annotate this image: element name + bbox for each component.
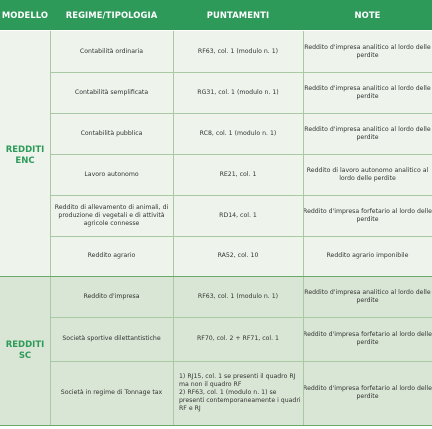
note-cell: Reddito d'impresa analitico al lordo delle perdite — [304, 84, 431, 100]
table-row — [50, 236, 432, 276]
row-divider — [50, 317, 432, 318]
table-row — [50, 195, 432, 236]
regime-cell: Contabilità pubblica — [80, 129, 143, 137]
regime-cell: Contabilità semplificata — [74, 88, 149, 96]
puntamenti-cell: 1) RJ15, col. 1 se presenti il quadro RJ ma non il quadro RF 2) RF63, col. 1 (modulo n. 1) se presenti contemporaneamente i quadri RF e RJ — [179, 373, 301, 412]
regime-cell: Contabilità ordinaria — [79, 47, 144, 55]
group-label-enc: REDDITI ENC — [5, 145, 45, 166]
column-divider — [50, 31, 51, 425]
column-divider — [303, 31, 304, 425]
regime-cell: Società in regime di Tonnage tax — [60, 389, 163, 396]
note-cell: Reddito d'impresa forfetario al lordo delle perdite — [303, 385, 432, 400]
row-divider — [50, 361, 432, 362]
puntamenti-cell: RF70, col. 2 + RF71, col. 1 — [196, 335, 279, 342]
group-redditi-sc — [0, 276, 432, 425]
row-divider — [50, 72, 432, 73]
note-cell: Reddito d'impresa analitico al lordo delle perdite — [304, 43, 431, 59]
note-cell: Reddito di lavoro autonomo analitico al lordo delle perdite — [306, 166, 429, 182]
table-row — [50, 113, 432, 154]
table-row — [50, 317, 432, 361]
note-cell: Reddito agrario imponibile — [326, 252, 409, 259]
regime-cell: Reddito agrario — [87, 252, 136, 259]
row-divider — [50, 113, 432, 114]
table-row — [50, 276, 432, 317]
note-cell: Reddito d'impresa forfetario al lordo delle perdite — [303, 207, 432, 223]
note-cell: Reddito d'impresa analitico al lordo delle perdite — [304, 125, 431, 141]
table-header — [0, 0, 432, 30]
header-modello: MODELLO — [1, 10, 49, 20]
regime-cell: Reddito d'impresa — [83, 292, 140, 300]
puntamenti-cell: RC8, col. 1 (modulo n. 1) — [199, 129, 277, 137]
group-divider — [0, 276, 432, 277]
note-cell: Reddito d'impresa analitico al lordo delle perdite — [304, 288, 431, 304]
puntamenti-cell: RG31, col. 1 (modulo n. 1) — [197, 88, 279, 96]
row-divider — [50, 195, 432, 196]
row-divider — [50, 154, 432, 155]
regime-cell: Società sportive dilettantistiche — [62, 335, 161, 342]
row-divider — [50, 236, 432, 237]
regime-cell: Reddito di allevamento di animali, di produzione di vegetali e di attività agricole connesse — [54, 203, 169, 227]
puntamenti-cell: RE21, col. 1 — [219, 170, 257, 178]
header-note: NOTE — [354, 10, 381, 20]
note-cell: Reddito d'impresa forfetario al lordo delle perdite — [303, 331, 432, 346]
puntamenti-cell: RF63, col. 1 (modulo n. 1) — [197, 292, 279, 300]
header-regime: REGIME/TIPOLOGIA — [65, 10, 158, 20]
group-label-sc: REDDITI SC — [5, 340, 45, 361]
header-puntamenti: PUNTAMENTI — [206, 10, 270, 20]
table-row — [50, 361, 432, 425]
table-row — [50, 72, 432, 113]
puntamenti-cell: RF63, col. 1 (modulo n. 1) — [197, 47, 279, 55]
table-bottom-border — [0, 425, 432, 426]
puntamenti-cell: RD14, col. 1 — [219, 211, 257, 219]
column-divider — [173, 31, 174, 425]
table-row — [50, 154, 432, 195]
table-row — [50, 31, 432, 72]
puntamenti-cell: RA52, col. 10 — [217, 252, 259, 259]
regime-cell: Lavoro autonomo — [84, 170, 139, 178]
